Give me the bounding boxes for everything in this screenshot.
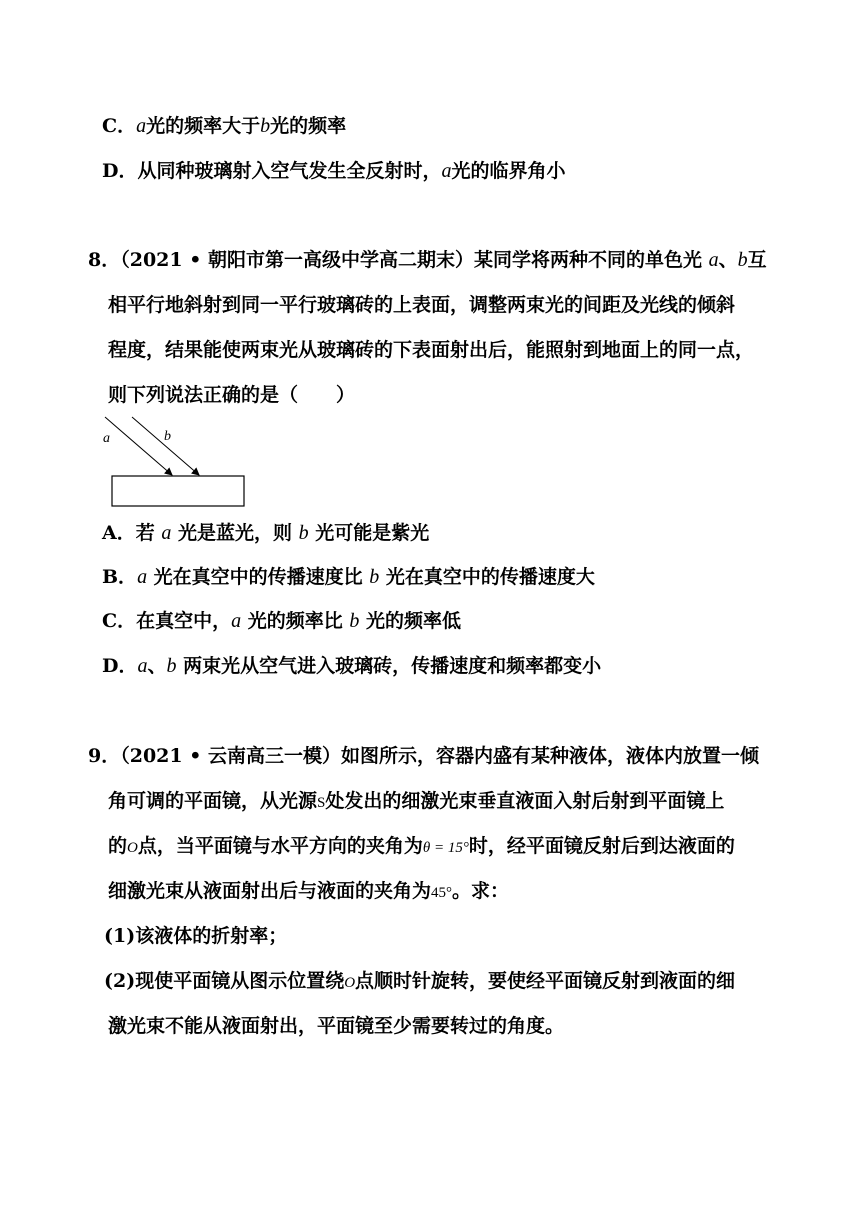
var-b: b <box>349 610 360 632</box>
stem-text: 角可调的平面镜，从光源 <box>108 790 318 812</box>
q9-sub-question-2-cont: 激光束不能从液面射出，平面镜至少需要转过的角度。 <box>108 1015 565 1037</box>
angle-value: 45° <box>431 885 453 901</box>
stem-text: 时，经平面镜反射后到达液面的 <box>468 835 735 857</box>
option-text: 光的频率大于 <box>146 115 261 137</box>
var-a: a <box>441 160 452 182</box>
glass-brick-figure <box>102 414 252 510</box>
option-text: 光在真空中的传播速度大 <box>379 566 595 588</box>
light-ray-b <box>132 417 199 475</box>
var-b: b <box>166 655 177 677</box>
q9-sub-question-1: (1)该液体的折射率； <box>104 925 288 947</box>
q9-stem-line1: 9．（2021 • 云南高三一模）如图所示，容器内盛有某种液体，液体内放置一倾 <box>88 745 759 767</box>
option-text: C．在真空中， <box>102 610 232 632</box>
var-a: a <box>137 655 148 677</box>
q9-sub-question-2 <box>104 967 735 997</box>
stem-text: (2)现使平面镜从图示位置绕 <box>104 970 345 992</box>
option-text: B． <box>102 566 138 588</box>
label-b: b <box>164 429 171 444</box>
stem-text: 点顺时针旋转，要使经平面镜反射到液面的细 <box>355 970 736 992</box>
option-label: C． <box>102 115 137 137</box>
option-text: A．若 <box>102 522 162 544</box>
q8-option-a <box>102 519 429 547</box>
stem-text: 8．（2021 • 朝阳市第一高级中学高二期末）某同学将两种不同的单色光 <box>88 249 709 271</box>
glass-brick <box>112 476 244 506</box>
var-b: b <box>260 115 271 137</box>
option-text: D． <box>102 655 138 677</box>
stem-text: 处发出的细激光束垂直液面入射后射到平面镜上 <box>325 790 725 812</box>
var-a: a <box>161 522 172 544</box>
var-o: O <box>127 840 138 856</box>
stem-text: 互 <box>747 249 767 271</box>
option-text: 光的频率 <box>270 115 347 137</box>
option-text: 光的频率低 <box>359 610 461 632</box>
var-b: b <box>369 566 380 588</box>
separator: 、 <box>718 249 738 271</box>
option-text: D．从同种玻璃射入空气发生全反射时， <box>102 160 442 182</box>
q7-option-d <box>102 157 566 185</box>
angle-theta: θ = 15° <box>422 840 469 856</box>
var-a: a <box>137 566 148 588</box>
stem-text: 细激光束从液面射出后与液面的夹角为 <box>108 880 432 902</box>
stem-text: 的 <box>108 835 128 857</box>
label-a: a <box>103 431 110 446</box>
option-text: 两束光从空气进入玻璃砖，传播速度和频率都变小 <box>176 655 602 677</box>
var-b: b <box>737 249 748 271</box>
option-text: 光是蓝光，则 <box>171 522 299 544</box>
separator: 、 <box>147 655 167 677</box>
q9-stem-line3 <box>108 832 735 862</box>
option-text: 光可能是紫光 <box>308 522 430 544</box>
q9-stem-line4 <box>108 877 509 907</box>
q8-option-c <box>102 607 461 635</box>
q8-stem-line4: 则下列说法正确的是（ ） <box>108 384 356 406</box>
option-text: 光在真空中的传播速度比 <box>147 566 370 588</box>
var-s: S <box>317 795 326 811</box>
q8-stem-line2: 相平行地斜射到同一平行玻璃砖的上表面，调整两束光的间距及光线的倾斜 <box>108 294 736 316</box>
q8-stem-line3: 程度，结果能使两束光从玻璃砖的下表面射出后，能照射到地面上的同一点， <box>108 339 755 361</box>
stem-text: 点，当平面镜与水平方向的夹角为 <box>137 835 423 857</box>
option-text: 光的临界角小 <box>451 160 566 182</box>
light-ray-a <box>105 417 172 475</box>
var-o: O <box>344 975 356 991</box>
var-a: a <box>136 115 147 137</box>
q8-option-d <box>102 652 601 680</box>
q7-option-c <box>102 112 346 140</box>
var-a: a <box>231 610 242 632</box>
var-b: b <box>298 522 309 544</box>
q8-stem-line1 <box>88 246 767 274</box>
q8-option-b <box>102 563 595 591</box>
stem-text: 。求： <box>452 880 510 902</box>
var-a: a <box>708 249 719 271</box>
q9-stem-line2 <box>108 787 724 817</box>
option-text: 光的频率比 <box>241 610 350 632</box>
